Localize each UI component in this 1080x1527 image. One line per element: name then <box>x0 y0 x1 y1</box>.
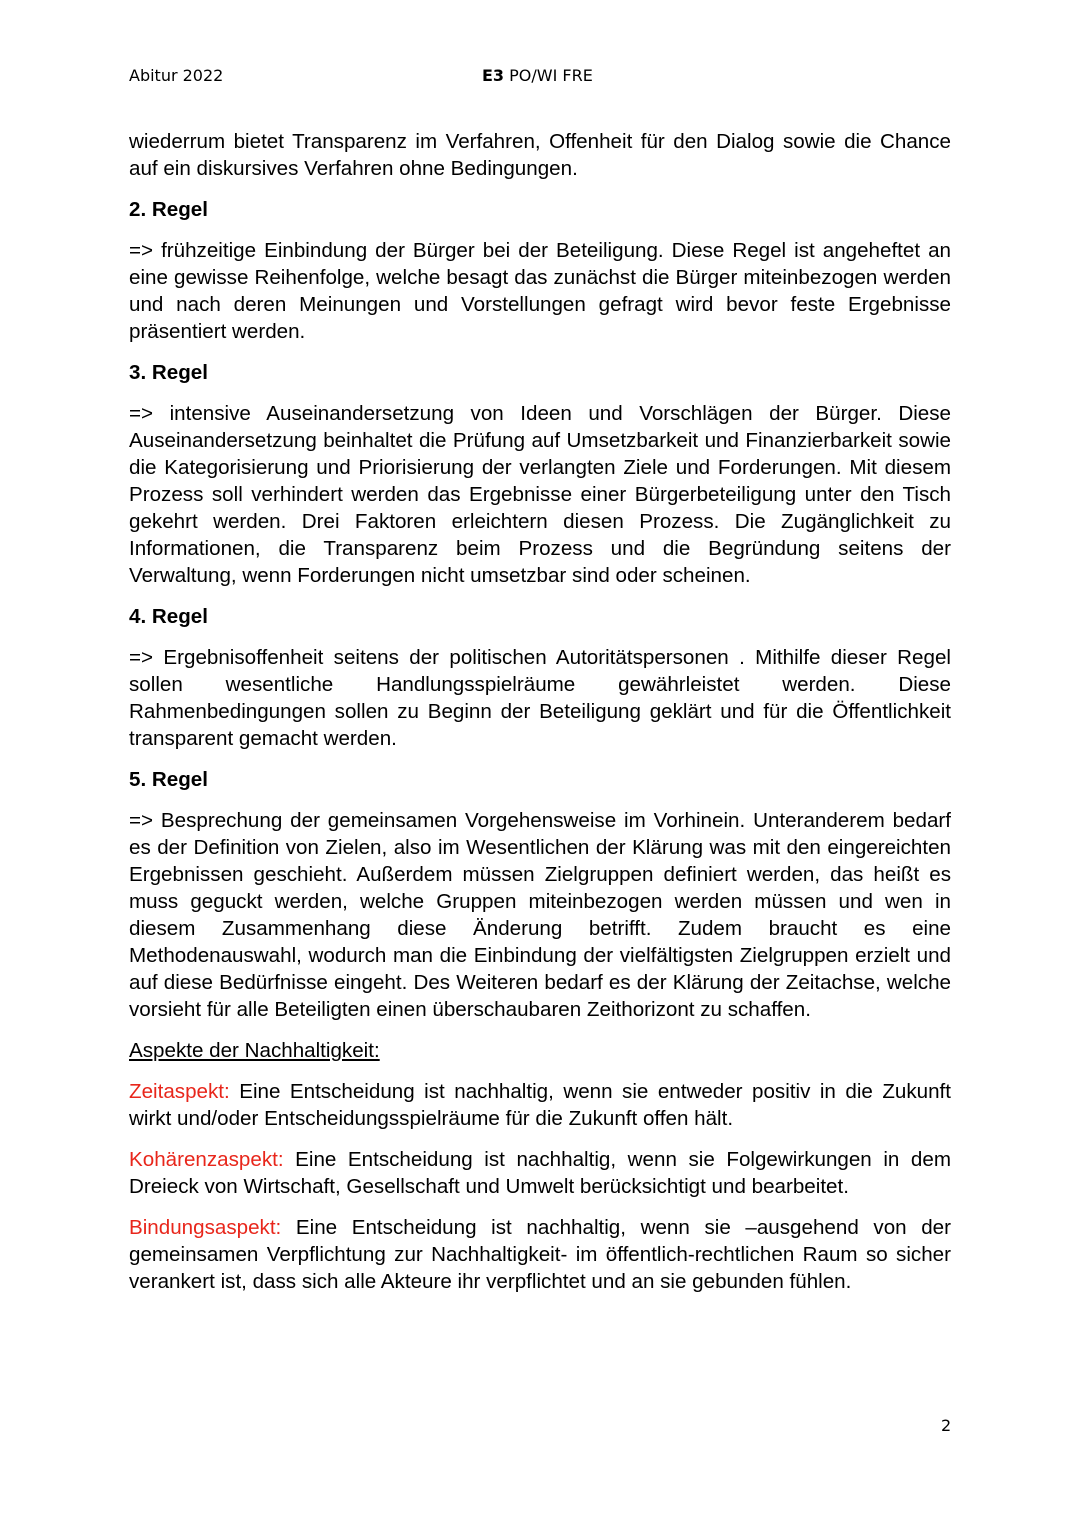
aspect-term: Zeitaspekt: <box>129 1080 230 1103</box>
aspect-term: Kohärenzaspekt: <box>129 1148 284 1171</box>
rule-heading: 2. Regel <box>129 198 208 221</box>
aspect-text: Eine Entscheidung ist nachhaltig, wenn sie Folgewirkungen in dem Dreieck von Wirtschaft, Gesellschaft und Umwelt berücksichtigt und bearbeitet. <box>129 1148 951 1198</box>
aspect-paragraph <box>129 1214 951 1295</box>
rule-section <box>129 196 951 345</box>
rule-paragraph: => intensive Auseinandersetzung von Ideen und Vorschlägen der Bürger. Diese Auseinandersetzung beinhaltet die Prüfung auf Umsetzbarkeit und Finanzierbarkeit sowie die Kategorisierung und Priorisierung der verlangten Ziele und Forderungen. Mit diesem Prozess soll verhindert werden das Ergebnisse einer Bürgerbeteiligung unter den Tisch gekehrt werden. Drei Faktoren erleichtern diesen Prozess. Die Zugänglichkeit zu Informationen, die Transparenz beim Prozess und die Begründung seitens der Verwaltung, wenn Forderungen nicht umsetzbar sind oder scheinen. <box>129 402 951 587</box>
document-body <box>129 128 951 1309</box>
rule-section <box>129 766 951 1023</box>
intro-paragraph: wiederrum bietet Transparenz im Verfahren, Offenheit für den Dialog sowie die Chance auf ein diskursives Verfahren ohne Bedingungen. <box>129 130 951 180</box>
header-exam-label: Abitur 2022 <box>129 66 224 85</box>
rule-paragraph: => Ergebnisoffenheit seitens der politischen Autoritätspersonen . Mithilfe dieser Regel sollen wesentliche Handlungsspielräume gewährleistet werden. Diese Rahmenbedingungen sollen zu Beginn der Beteiligung geklärt und für die Öffentlichkeit transparent gemacht werden. <box>129 646 951 750</box>
rule-paragraph: => frühzeitige Einbindung der Bürger bei der Beteiligung. Diese Regel ist angeheftet an eine gewisse Reihenfolge, welche besagt das zunächst die Bürger miteinbezogen werden und nach deren Meinungen und Vorstellungen gefragt wird bevor feste Ergebnisse präsentiert werden. <box>129 239 951 343</box>
rule-section <box>129 603 951 752</box>
rule-heading: 5. Regel <box>129 768 208 791</box>
page-number: 2 <box>941 1416 952 1435</box>
header-course-label <box>482 66 593 85</box>
aspect-text: Eine Entscheidung ist nachhaltig, wenn sie entweder positiv in die Zukunft wirkt und/oder Entscheidungsspielräume für die Zukunft offen hält. <box>129 1080 951 1130</box>
rule-paragraph: => Besprechung der gemeinsamen Vorgehensweise im Vorhinein. Unteranderem bedarf es der Definition von Zielen, also im Wesentlichen der Klärung was mit den eingereichten Ergebnissen geschieht. Außerdem müssen Zielgruppen definiert werden, das heißt es muss geguckt werden, welche Gruppen miteinbezogen werden müssen und wen in diesem Zusammenhang diese Änderung betrifft. Zudem braucht es eine Methodenauswahl, wodurch man die Einbindung der vielfältigsten Zielgruppen erzielt und auf diese Bedürfnisse eingeht. Des Weiteren bedarf es der Klärung der Zeitachse, welche vorsieht für alle Beteiligten einen überschaubaren Zeithorizont zu schaffen. <box>129 809 951 1021</box>
header-course-rest: PO/WI FRE <box>504 66 593 85</box>
aspect-text: Eine Entscheidung ist nachhaltig, wenn sie –ausgehend von der gemeinsamen Verpflichtung zur Nachhaltigkeit- im öffentlich-rechtlichen Raum so sicher verankert ist, dass sich alle Akteure ihr verpflichtet und an sie gebunden fühlen. <box>129 1216 951 1293</box>
aspect-paragraph <box>129 1146 951 1200</box>
aspects-heading: Aspekte der Nachhaltigkeit: <box>129 1039 380 1062</box>
aspect-term: Bindungsaspekt: <box>129 1216 282 1239</box>
aspect-paragraph <box>129 1078 951 1132</box>
header-course-code: E3 <box>482 66 505 85</box>
page-header <box>129 66 951 90</box>
rule-heading: 3. Regel <box>129 361 208 384</box>
rule-section <box>129 359 951 589</box>
rule-heading: 4. Regel <box>129 605 208 628</box>
